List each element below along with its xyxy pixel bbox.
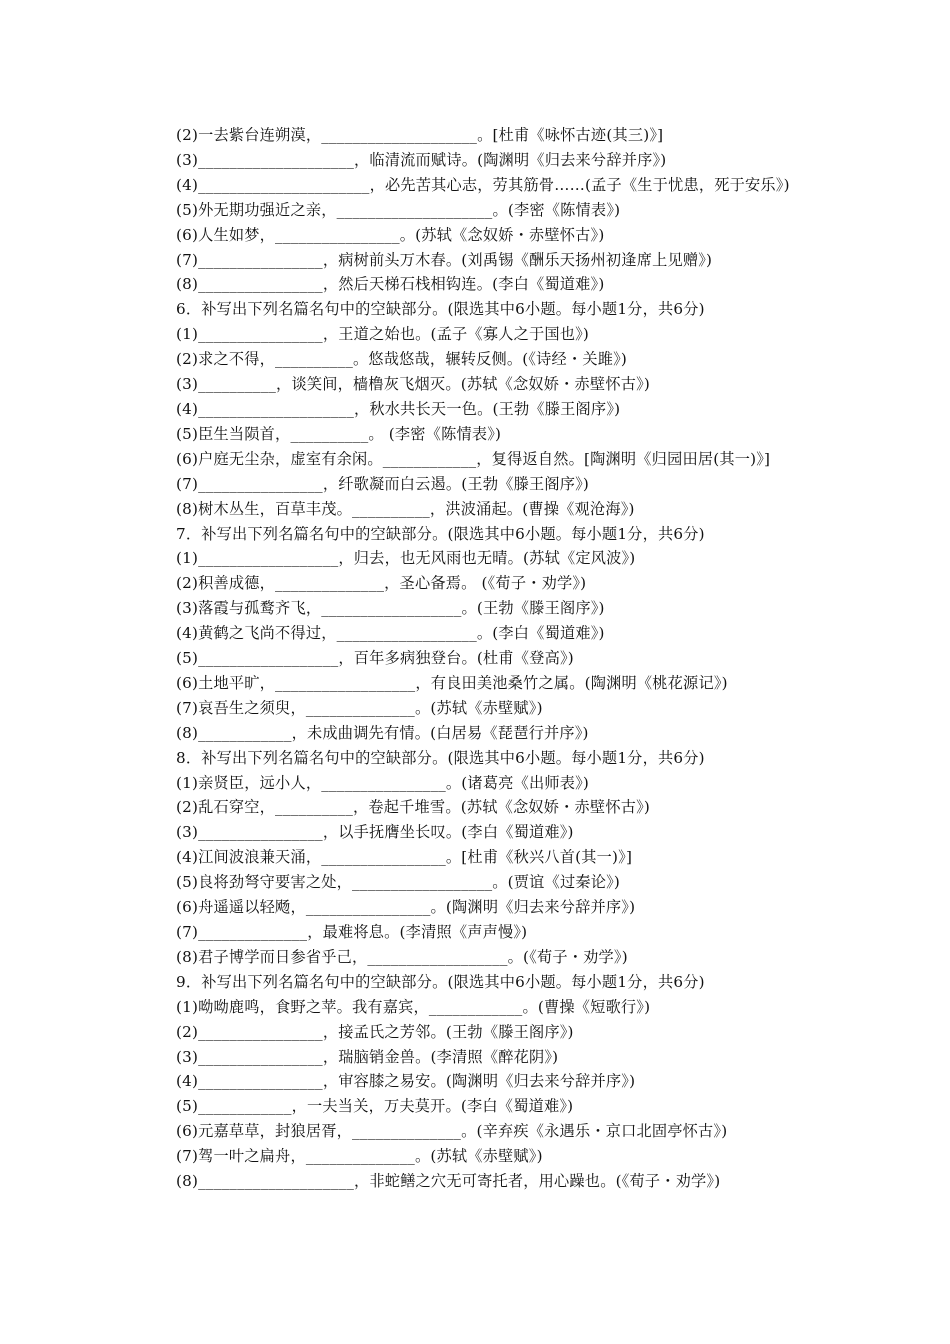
item-9-5: (5)____________，一夫当关，万夫莫开。(李白《蜀道难》) [176,1097,574,1116]
item-6-8: (8)树木丛生，百草丰茂。__________，洪波涌起。(曹操《观沧海》) [176,499,635,518]
item-7-2: (2)积善成德，______________，圣心备焉。 (《荀子・劝学》) [176,574,587,593]
item-7-1: (1)__________________，归去，也无风雨也无晴。(苏轼《定风波》) [176,549,636,568]
item-6-3: (3)__________，谈笑间，樯橹灰飞烟灭。(苏轼《念奴娇・赤壁怀古》) [176,375,651,394]
item-9-7: (7)驾一叶之扁舟，______________。(苏轼《赤壁赋》) [176,1147,543,1166]
item-6-2: (2)求之不得，__________。悠哉悠哉，辗转反侧。(《诗经・关雎》) [176,350,628,369]
item-9-2: (2)________________，接孟氏之芳邻。(王勃《滕王阁序》) [176,1022,574,1041]
item-9-6: (6)元嘉草草，封狼居胥，______________。(辛弃疾《永遇乐・京口北固亭怀古》) [176,1122,728,1141]
item-6-5: (5)臣生当陨首，__________。 (李密《陈情表》) [176,424,502,443]
item-8-6: (6)舟遥遥以轻飏，________________。(陶渊明《归去来兮辞并序》) [176,898,636,917]
item-5-5: (5)外无期功强近之亲，____________________。(李密《陈情表》) [176,200,621,219]
item-5-3: (3)____________________，临清流而赋诗。(陶渊明《归去来兮辞并序》) [176,150,667,169]
item-6-4: (4)____________________，秋水共长天一色。(王勃《滕王阁序》) [176,399,621,418]
question-6-heading: 6．补写出下列名篇名句中的空缺部分。(限选其中6小题。每小题1分，共6分) [176,300,705,319]
item-7-8: (8)____________，未成曲调先有情。(白居易《琵琶行并序》) [176,723,589,742]
exercise-text [146,123,826,1194]
question-7-heading: 7．补写出下列名篇名句中的空缺部分。(限选其中6小题。每小题1分，共6分) [176,524,705,543]
item-8-5: (5)良将劲弩守要害之处，__________________。(贾谊《过秦论》) [176,873,621,892]
item-9-3: (3)________________，瑞脑销金兽。(李清照《醉花阴》) [176,1047,559,1066]
item-8-2: (2)乱石穿空，__________，卷起千堆雪。(苏轼《念奴娇・赤壁怀古》) [176,798,651,817]
item-8-8: (8)君子博学而日参省乎己，__________________。(《荀子・劝学》) [176,947,628,966]
item-8-1: (1)亲贤臣，远小人，________________。(诸葛亮《出师表》) [176,773,590,792]
item-6-1: (1)________________，王道之始也。(孟子《寡人之于国也》) [176,325,590,344]
item-7-7: (7)哀吾生之须臾，______________。(苏轼《赤壁赋》) [176,698,543,717]
item-5-7: (7)________________，病树前头万木春。(刘禹锡《酬乐天扬州初逢席上见赠》) [176,250,713,269]
question-8-heading: 8．补写出下列名篇名句中的空缺部分。(限选其中6小题。每小题1分，共6分) [176,748,705,767]
question-9-heading: 9．补写出下列名篇名句中的空缺部分。(限选其中6小题。每小题1分，共6分) [176,972,705,991]
item-6-6: (6)户庭无尘杂，虚室有余闲。____________，复得返自然。[陶渊明《归园田居(其一)》] [176,449,771,468]
item-5-6: (6)人生如梦，________________。(苏轼《念奴娇・赤壁怀古》) [176,225,605,244]
item-7-6: (6)土地平旷，__________________，有良田美池桑竹之属。(陶渊明《桃花源记》) [176,673,728,692]
item-7-5: (5)__________________，百年多病独登台。(杜甫《登高》) [176,649,574,668]
item-9-1: (1)呦呦鹿鸣，食野之苹。我有嘉宾，____________。(曹操《短歌行》) [176,997,651,1016]
item-5-2: (2)一去紫台连朔漠，____________________。[杜甫《咏怀古迹(其三)》] [176,126,664,144]
item-9-8: (8)____________________，非蛇鳝之穴无可寄托者，用心躁也。(《荀子・劝学》) [176,1172,721,1191]
item-7-3: (3)落霞与孤鹜齐飞，__________________。(王勃《滕王阁序》) [176,599,605,618]
item-7-4: (4)黄鹤之飞尚不得过，__________________。(李白《蜀道难》) [176,624,605,643]
item-5-4: (4)______________________，必先苦其心志，劳其筋骨……(孟子《生于忧患，死于安乐》) [176,175,790,194]
item-9-4: (4)________________，审容膝之易安。(陶渊明《归去来兮辞并序》) [176,1072,636,1091]
item-8-3: (3)________________，以手抚膺坐长叹。(李白《蜀道难》) [176,823,574,842]
item-5-8: (8)________________，然后天梯石栈相钩连。(李白《蜀道难》) [176,275,605,294]
item-8-7: (7)______________，最难将息。(李清照《声声慢》) [176,923,528,941]
item-8-4: (4)江间波浪兼天涌，________________。[杜甫《秋兴八首(其一)》] [176,848,633,867]
item-6-7: (7)________________，纤歌凝而白云遏。(王勃《滕王阁序》) [176,474,590,493]
